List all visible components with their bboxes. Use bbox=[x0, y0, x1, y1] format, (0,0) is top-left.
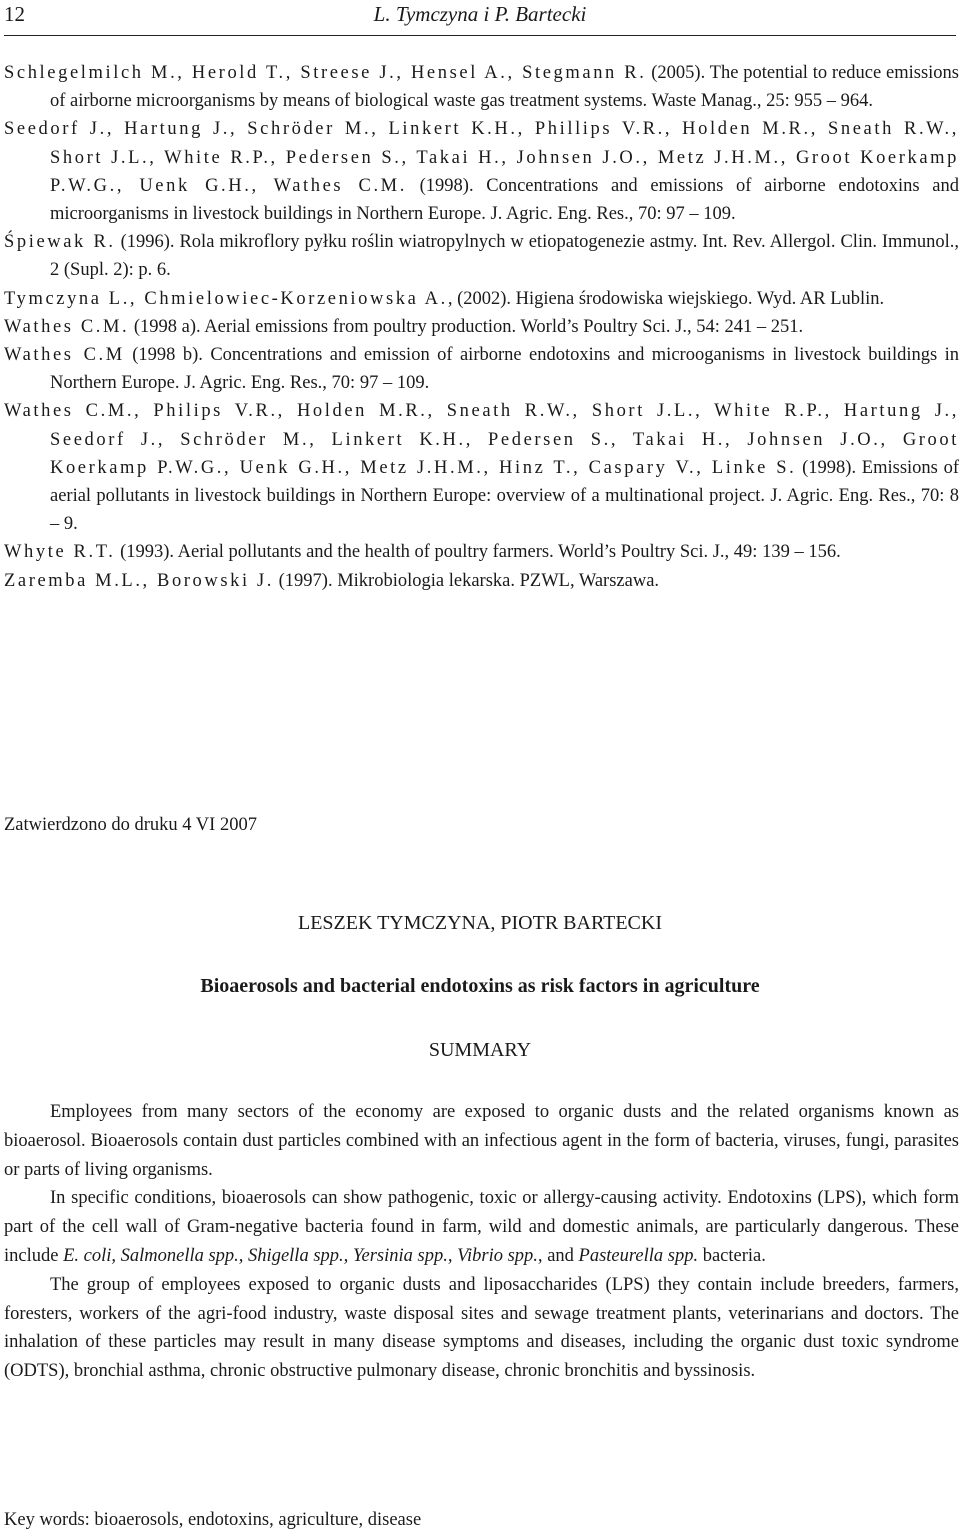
reference-item bbox=[4, 341, 959, 397]
summary-title: Bioaerosols and bacterial endotoxins as risk factors in agriculture bbox=[200, 975, 760, 997]
running-title: L. Tymczyna i P. Bartecki bbox=[373, 2, 587, 26]
paragraph-text: In specific conditions, bioaerosols can show pathogenic, toxic or allergy-causing activity. Endotoxins (LPS), which form part of the cell wall of Gram-negative bacteria found in farm, wild and domestic animals, are particularly dangerous. These include bbox=[4, 1188, 959, 1266]
approval-note: Zatwierdzono do druku 4 VI 2007 bbox=[4, 815, 257, 835]
reference-details: (1998). Emissions of aerial pollutants in livestock buildings in Northern Europe: overview of a multinational project. J. Agric. Eng. Res., 70: 8 – 9. bbox=[50, 457, 960, 535]
reference-item bbox=[4, 567, 959, 595]
reference-item bbox=[4, 313, 959, 341]
reference-item bbox=[4, 228, 959, 284]
reference-details: (1998 a). Aerial emissions from poultry production. World’s Poultry Sci. J., 54: 241 – 251. bbox=[129, 316, 804, 337]
reference-authors: Schlegelmilch M., Herold T., Streese J., Hensel A., Stegmann R. bbox=[4, 63, 647, 83]
summary-body bbox=[4, 1098, 959, 1386]
reference-details: (1998 b). Concentrations and emission of airborne endotoxins and microoganisms in livestock buildings in Northern Europe. J. Agric. Eng. Res., 70: 97 – 109. bbox=[50, 345, 959, 394]
reference-item bbox=[4, 115, 959, 228]
summary-authors: LESZEK TYMCZYNA, PIOTR BARTECKI bbox=[298, 912, 662, 934]
reference-details: (1996). Rola mikroflory pyłku roślin wiatropylnych w etiopatogenezie astmy. Int. Rev. Allergol. Clin. Immunol., 2 (Supl. 2): p. 6. bbox=[50, 232, 959, 281]
reference-list bbox=[4, 59, 959, 595]
reference-authors: Wathes C.M bbox=[4, 345, 125, 366]
summary-paragraph: The group of employees exposed to organic dusts and liposaccharides (LPS) they contain include breeders, farmers, foresters, workers of the agri-food industry, waste disposal sites and sewage treatment plants, veterinarians and doctors. The inhalation of these particles may result in many disease symptoms and diseases, including the organic dust toxic syndrome (ODTS), bronchial asthma, chronic obstructive pulmonary disease, chronic bronchitis and byssinosis. bbox=[4, 1274, 959, 1382]
summary-paragraph: Employees from many sectors of the economy are exposed to organic dusts and the related organisms known as bioaerosol. Bioaerosols contain dust particles combined with an infectious agent in the form of bacteria, viruses, fungi, parasites or parts of living organisms. bbox=[4, 1102, 959, 1180]
summary-paragraph bbox=[4, 1184, 959, 1270]
reference-details: (1997). Mikrobiologia lekarska. PZWL, Warszawa. bbox=[274, 570, 660, 591]
reference-authors: Tymczyna L., Chmielowiec-Korzeniowska A. bbox=[4, 288, 448, 309]
paragraph-text: bacteria. bbox=[698, 1245, 766, 1266]
reference-details: (1998). Concentrations and emissions of airborne endotoxins and microorganisms in livestock buildings in Northern Europe. J. Agric. Eng. Res., 70: 97 – 109. bbox=[50, 175, 959, 225]
reference-authors: Whyte R.T. bbox=[4, 542, 116, 563]
reference-authors: Wathes C.M., Philips V.R., Holden M.R., Sneath R.W., Short J.L., White R.P., Hartung J., Seedorf J., Schröder M., Linkert K.H., Pedersen S., Takai H., Johnsen J.O., Groot Koerkamp P.W.G., Uenk G.H., Metz J.H.M., Hinz T., Caspary V., Linke S. bbox=[4, 401, 959, 478]
reference-item bbox=[4, 538, 959, 566]
reference-authors: Wathes C.M. bbox=[4, 316, 130, 337]
species-list: E. coli, Salmonella spp., Shigella spp., Yersinia spp., Vibrio spp., bbox=[63, 1245, 543, 1266]
species-name: Pasteurella spp. bbox=[578, 1245, 699, 1266]
summary-heading: SUMMARY bbox=[428, 1039, 532, 1061]
reference-authors: Seedorf J., Hartung J., Schröder M., Linkert K.H., Phillips V.R., Holden M.R., Sneath R.W., Short J.L., White R.P., Pedersen S., Takai H., Johnsen J.O., Metz J.H.M., Groot Koerkamp P.W.G., Uenk G.H., Wathes C.M. bbox=[4, 119, 959, 196]
reference-details: (1993). Aerial pollutants and the health of poultry farmers. World’s Poultry Sci. J., 49: 139 – 156. bbox=[115, 542, 841, 563]
reference-authors: Śpiewak R. bbox=[4, 232, 116, 253]
reference-item bbox=[4, 397, 959, 538]
reference-item bbox=[4, 59, 959, 115]
reference-details: (2005). The potential to reduce emissions of airborne microorganisms by means of biological waste gas treatment systems. Waste Manag., 25: 955 – 964. bbox=[50, 63, 959, 112]
reference-details: , (2002). Higiena środowiska wiejskiego. Wyd. AR Lublin. bbox=[447, 288, 885, 309]
reference-item bbox=[4, 285, 959, 313]
page-header bbox=[4, 0, 956, 30]
reference-authors: Zaremba M.L., Borowski J. bbox=[4, 570, 275, 591]
paragraph-text: and bbox=[542, 1245, 579, 1266]
page-number: 12 bbox=[4, 2, 25, 26]
header-rule bbox=[4, 35, 956, 36]
keywords: Key words: bioaerosols, endotoxins, agriculture, disease bbox=[4, 1510, 422, 1530]
